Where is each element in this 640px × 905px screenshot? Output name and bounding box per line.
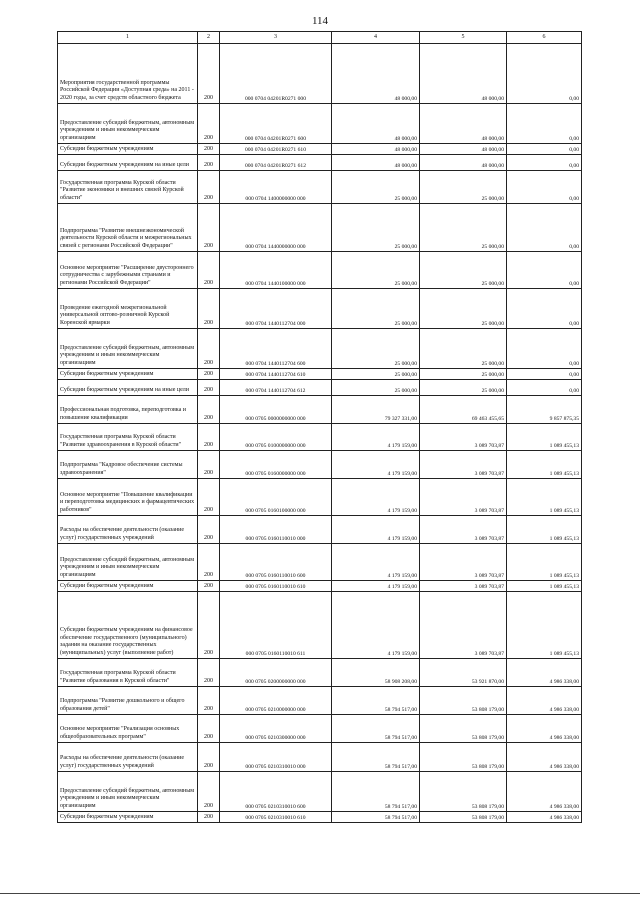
row-name-cell: Субсидии бюджетным учреждениям на иные цели <box>58 155 198 171</box>
row-unexecuted-cell: 1 089 455,13 <box>507 592 582 659</box>
row-approved-cell: 4 179 159,00 <box>332 592 420 659</box>
header-cell: 6 <box>507 32 582 44</box>
row-unexecuted-cell: 0,00 <box>507 155 582 171</box>
row-approved-cell: 48 000,00 <box>332 144 420 155</box>
table-row <box>58 812 582 823</box>
row-name-cell: Предоставление субсидий бюджетным, автономным учреждениям и иным некоммерческим организациям <box>58 772 198 812</box>
bottom-rule <box>0 893 640 894</box>
row-unexecuted-cell: 0,00 <box>507 252 582 289</box>
row-approved-cell: 4 179 159,00 <box>332 479 420 516</box>
table-row <box>58 424 582 451</box>
table-row <box>58 772 582 812</box>
row-kbk-cell: 000 0704 1440112704 612 <box>220 380 332 396</box>
row-approved-cell: 25 000,00 <box>332 204 420 252</box>
row-unexecuted-cell: 0,00 <box>507 289 582 329</box>
budget-table <box>57 31 582 823</box>
row-executed-cell: 53 921 870,00 <box>420 659 507 687</box>
row-unexecuted-cell: 1 089 455,13 <box>507 479 582 516</box>
page-number: 114 <box>311 15 329 27</box>
table-row <box>58 289 582 329</box>
table-row <box>58 479 582 516</box>
row-kbk-cell: 000 0705 0160000000 000 <box>220 451 332 479</box>
row-approved-cell: 58 794 517,00 <box>332 715 420 743</box>
row-approved-cell: 25 000,00 <box>332 380 420 396</box>
row-unexecuted-cell: 4 986 338,00 <box>507 715 582 743</box>
row-name-cell: Предоставление субсидий бюджетным, автономным учреждениям и иным некоммерческим организациям <box>58 104 198 144</box>
row-approved-cell: 58 908 208,00 <box>332 659 420 687</box>
row-code-cell: 200 <box>198 544 220 581</box>
row-unexecuted-cell: 9 857 875,35 <box>507 396 582 424</box>
row-kbk-cell: 000 0705 0160110010 611 <box>220 592 332 659</box>
row-approved-cell: 48 000,00 <box>332 104 420 144</box>
row-executed-cell: 53 808 179,00 <box>420 812 507 823</box>
table-row <box>58 396 582 424</box>
row-unexecuted-cell: 0,00 <box>507 104 582 144</box>
row-executed-cell: 25 000,00 <box>420 329 507 369</box>
table-body <box>58 44 582 823</box>
table-row <box>58 544 582 581</box>
row-unexecuted-cell: 0,00 <box>507 44 582 104</box>
row-code-cell: 200 <box>198 451 220 479</box>
row-executed-cell: 3 089 703,87 <box>420 451 507 479</box>
row-executed-cell: 3 089 703,87 <box>420 544 507 581</box>
row-kbk-cell: 000 0704 1440112704 000 <box>220 289 332 329</box>
row-kbk-cell: 000 0704 04201R0271 000 <box>220 44 332 104</box>
row-executed-cell: 3 089 703,87 <box>420 516 507 544</box>
row-unexecuted-cell: 0,00 <box>507 204 582 252</box>
row-code-cell: 200 <box>198 479 220 516</box>
row-name-cell: Предоставление субсидий бюджетным, автономным учреждениям и иным некоммерческим организациям <box>58 329 198 369</box>
row-unexecuted-cell: 1 089 455,13 <box>507 544 582 581</box>
row-executed-cell: 53 808 179,00 <box>420 743 507 772</box>
row-executed-cell: 25 000,00 <box>420 252 507 289</box>
row-name-cell: Подпрограмма "Кадровое обеспечение системы здравоохранения" <box>58 451 198 479</box>
row-code-cell: 200 <box>198 772 220 812</box>
row-approved-cell: 4 179 159,00 <box>332 424 420 451</box>
row-unexecuted-cell: 1 089 455,13 <box>507 581 582 592</box>
row-code-cell: 200 <box>198 44 220 104</box>
row-code-cell: 200 <box>198 104 220 144</box>
row-code-cell: 200 <box>198 516 220 544</box>
row-code-cell: 200 <box>198 329 220 369</box>
table-row <box>58 252 582 289</box>
row-approved-cell: 58 794 517,00 <box>332 743 420 772</box>
table-row <box>58 144 582 155</box>
row-approved-cell: 25 000,00 <box>332 329 420 369</box>
row-kbk-cell: 000 0705 0210000000 000 <box>220 687 332 715</box>
row-name-cell: Основное мероприятие "Повышение квалификации и переподготовка медицинских и фармацевтических работников" <box>58 479 198 516</box>
row-approved-cell: 25 000,00 <box>332 252 420 289</box>
row-code-cell: 200 <box>198 812 220 823</box>
row-executed-cell: 3 089 703,87 <box>420 592 507 659</box>
table-row <box>58 659 582 687</box>
row-executed-cell: 3 089 703,87 <box>420 581 507 592</box>
row-kbk-cell: 000 0704 1440112704 610 <box>220 369 332 380</box>
row-kbk-cell: 000 0704 1440100000 000 <box>220 252 332 289</box>
table-row <box>58 743 582 772</box>
row-kbk-cell: 000 0704 1400000000 000 <box>220 171 332 204</box>
row-approved-cell: 4 179 159,00 <box>332 451 420 479</box>
row-executed-cell: 48 000,00 <box>420 155 507 171</box>
row-name-cell: Мероприятия государственной программы Российской Федерации «Доступная среда» на 2011 - 2020 годы, за счет средств областного бюджета <box>58 44 198 104</box>
table-row <box>58 171 582 204</box>
row-code-cell: 200 <box>198 171 220 204</box>
header-cell: 1 <box>58 32 198 44</box>
table-row <box>58 44 582 104</box>
row-executed-cell: 48 000,00 <box>420 104 507 144</box>
row-unexecuted-cell: 4 986 338,00 <box>507 772 582 812</box>
row-name-cell: Государственная программа Курской области "Развитие экономики и внешних связей Курской области" <box>58 171 198 204</box>
table-row <box>58 715 582 743</box>
row-kbk-cell: 000 0705 0160110010 000 <box>220 516 332 544</box>
row-approved-cell: 4 179 159,00 <box>332 544 420 581</box>
row-code-cell: 200 <box>198 659 220 687</box>
row-executed-cell: 3 089 703,87 <box>420 479 507 516</box>
row-code-cell: 200 <box>198 687 220 715</box>
row-approved-cell: 58 794 517,00 <box>332 812 420 823</box>
row-unexecuted-cell: 4 986 338,00 <box>507 743 582 772</box>
row-name-cell: Предоставление субсидий бюджетным, автономным учреждениям и иным некоммерческим организациям <box>58 544 198 581</box>
row-executed-cell: 25 000,00 <box>420 289 507 329</box>
table-row <box>58 380 582 396</box>
row-kbk-cell: 000 0705 0000000000 000 <box>220 396 332 424</box>
row-executed-cell: 69 463 455,65 <box>420 396 507 424</box>
row-unexecuted-cell: 0,00 <box>507 144 582 155</box>
row-executed-cell: 25 000,00 <box>420 380 507 396</box>
row-executed-cell: 25 000,00 <box>420 171 507 204</box>
row-code-cell: 200 <box>198 380 220 396</box>
row-kbk-cell: 000 0705 0100000000 000 <box>220 424 332 451</box>
row-kbk-cell: 000 0704 1440000000 000 <box>220 204 332 252</box>
row-approved-cell: 58 794 517,00 <box>332 772 420 812</box>
row-executed-cell: 53 808 179,00 <box>420 772 507 812</box>
row-code-cell: 200 <box>198 289 220 329</box>
row-unexecuted-cell: 0,00 <box>507 171 582 204</box>
row-approved-cell: 48 000,00 <box>332 44 420 104</box>
table-header-row <box>58 32 582 44</box>
table-row <box>58 592 582 659</box>
row-name-cell: Субсидии бюджетным учреждениям <box>58 144 198 155</box>
table-row <box>58 204 582 252</box>
row-code-cell: 200 <box>198 424 220 451</box>
table-row <box>58 155 582 171</box>
row-unexecuted-cell: 4 986 338,00 <box>507 659 582 687</box>
header-cell: 2 <box>198 32 220 44</box>
row-executed-cell: 48 000,00 <box>420 44 507 104</box>
row-kbk-cell: 000 0704 04201R0271 610 <box>220 144 332 155</box>
row-approved-cell: 79 327 331,00 <box>332 396 420 424</box>
row-executed-cell: 25 000,00 <box>420 204 507 252</box>
row-unexecuted-cell: 4 986 338,00 <box>507 687 582 715</box>
row-name-cell: Проведение ежегодной межрегиональной универсальной оптово-розничной Курской Коренской ярмарки <box>58 289 198 329</box>
row-executed-cell: 48 000,00 <box>420 144 507 155</box>
row-executed-cell: 25 000,00 <box>420 369 507 380</box>
row-approved-cell: 58 794 517,00 <box>332 687 420 715</box>
row-name-cell: Субсидии бюджетным учреждениям на финансовое обеспечение государственного (муниципального) задания на оказание государственных (муниципальных) услуг (выполнение работ) <box>58 592 198 659</box>
row-kbk-cell: 000 0705 0210310010 600 <box>220 772 332 812</box>
row-kbk-cell: 000 0705 0160110010 610 <box>220 581 332 592</box>
row-code-cell: 200 <box>198 581 220 592</box>
table-row <box>58 687 582 715</box>
row-unexecuted-cell: 0,00 <box>507 380 582 396</box>
row-code-cell: 200 <box>198 204 220 252</box>
row-approved-cell: 25 000,00 <box>332 171 420 204</box>
row-unexecuted-cell: 0,00 <box>507 329 582 369</box>
table-row <box>58 516 582 544</box>
row-name-cell: Расходы на обеспечение деятельности (оказание услуг) государственных учреждений <box>58 516 198 544</box>
row-approved-cell: 48 000,00 <box>332 155 420 171</box>
row-kbk-cell: 000 0705 0160110010 600 <box>220 544 332 581</box>
row-kbk-cell: 000 0705 0210310010 610 <box>220 812 332 823</box>
table-row <box>58 369 582 380</box>
row-executed-cell: 53 808 179,00 <box>420 715 507 743</box>
row-name-cell: Субсидии бюджетным учреждениям на иные цели <box>58 380 198 396</box>
row-code-cell: 200 <box>198 155 220 171</box>
row-code-cell: 200 <box>198 252 220 289</box>
row-name-cell: Государственная программа Курской области "Развитие здравоохранения в Курской области" <box>58 424 198 451</box>
row-executed-cell: 53 808 179,00 <box>420 687 507 715</box>
row-approved-cell: 4 179 159,00 <box>332 581 420 592</box>
row-unexecuted-cell: 1 089 455,13 <box>507 424 582 451</box>
row-kbk-cell: 000 0705 0210300000 000 <box>220 715 332 743</box>
row-name-cell: Субсидии бюджетным учреждениям <box>58 812 198 823</box>
table-row <box>58 451 582 479</box>
row-executed-cell: 3 089 703,87 <box>420 424 507 451</box>
row-name-cell: Основное мероприятие "Реализация основных общеобразовательных программ" <box>58 715 198 743</box>
row-code-cell: 200 <box>198 396 220 424</box>
row-kbk-cell: 000 0705 0160100000 000 <box>220 479 332 516</box>
row-code-cell: 200 <box>198 592 220 659</box>
row-unexecuted-cell: 4 986 338,00 <box>507 812 582 823</box>
table-row <box>58 581 582 592</box>
row-approved-cell: 25 000,00 <box>332 369 420 380</box>
row-kbk-cell: 000 0704 04201R0271 612 <box>220 155 332 171</box>
row-code-cell: 200 <box>198 369 220 380</box>
row-approved-cell: 25 000,00 <box>332 289 420 329</box>
header-cell: 4 <box>332 32 420 44</box>
row-name-cell: Субсидии бюджетным учреждениям <box>58 581 198 592</box>
row-unexecuted-cell: 1 089 455,13 <box>507 516 582 544</box>
row-kbk-cell: 000 0704 1440112704 600 <box>220 329 332 369</box>
row-name-cell: Профессиональная подготовка, переподготовка и повышение квалификации <box>58 396 198 424</box>
row-name-cell: Основное мероприятие "Расширение двустороннего сотрудничества с зарубежными странами и регионами Российской Федерации" <box>58 252 198 289</box>
table-row <box>58 104 582 144</box>
row-kbk-cell: 000 0705 0200000000 000 <box>220 659 332 687</box>
row-code-cell: 200 <box>198 743 220 772</box>
row-name-cell: Субсидии бюджетным учреждениям <box>58 369 198 380</box>
row-name-cell: Подпрограмма "Развитие дошкольного и общего образования детей" <box>58 687 198 715</box>
row-unexecuted-cell: 0,00 <box>507 369 582 380</box>
row-code-cell: 200 <box>198 715 220 743</box>
row-kbk-cell: 000 0705 0210310010 000 <box>220 743 332 772</box>
row-name-cell: Расходы на обеспечение деятельности (оказание услуг) государственных учреждений <box>58 743 198 772</box>
row-kbk-cell: 000 0704 04201R0271 600 <box>220 104 332 144</box>
row-unexecuted-cell: 1 089 455,13 <box>507 451 582 479</box>
table-row <box>58 329 582 369</box>
row-name-cell: Государственная программа Курской области "Развитие образования в Курской области" <box>58 659 198 687</box>
row-code-cell: 200 <box>198 144 220 155</box>
header-cell: 5 <box>420 32 507 44</box>
row-approved-cell: 4 179 159,00 <box>332 516 420 544</box>
header-cell: 3 <box>220 32 332 44</box>
row-name-cell: Подпрограмма "Развитие внешнеэкономической деятельности Курской области и межрегиональных связей с регионами Российской Федерации" <box>58 204 198 252</box>
